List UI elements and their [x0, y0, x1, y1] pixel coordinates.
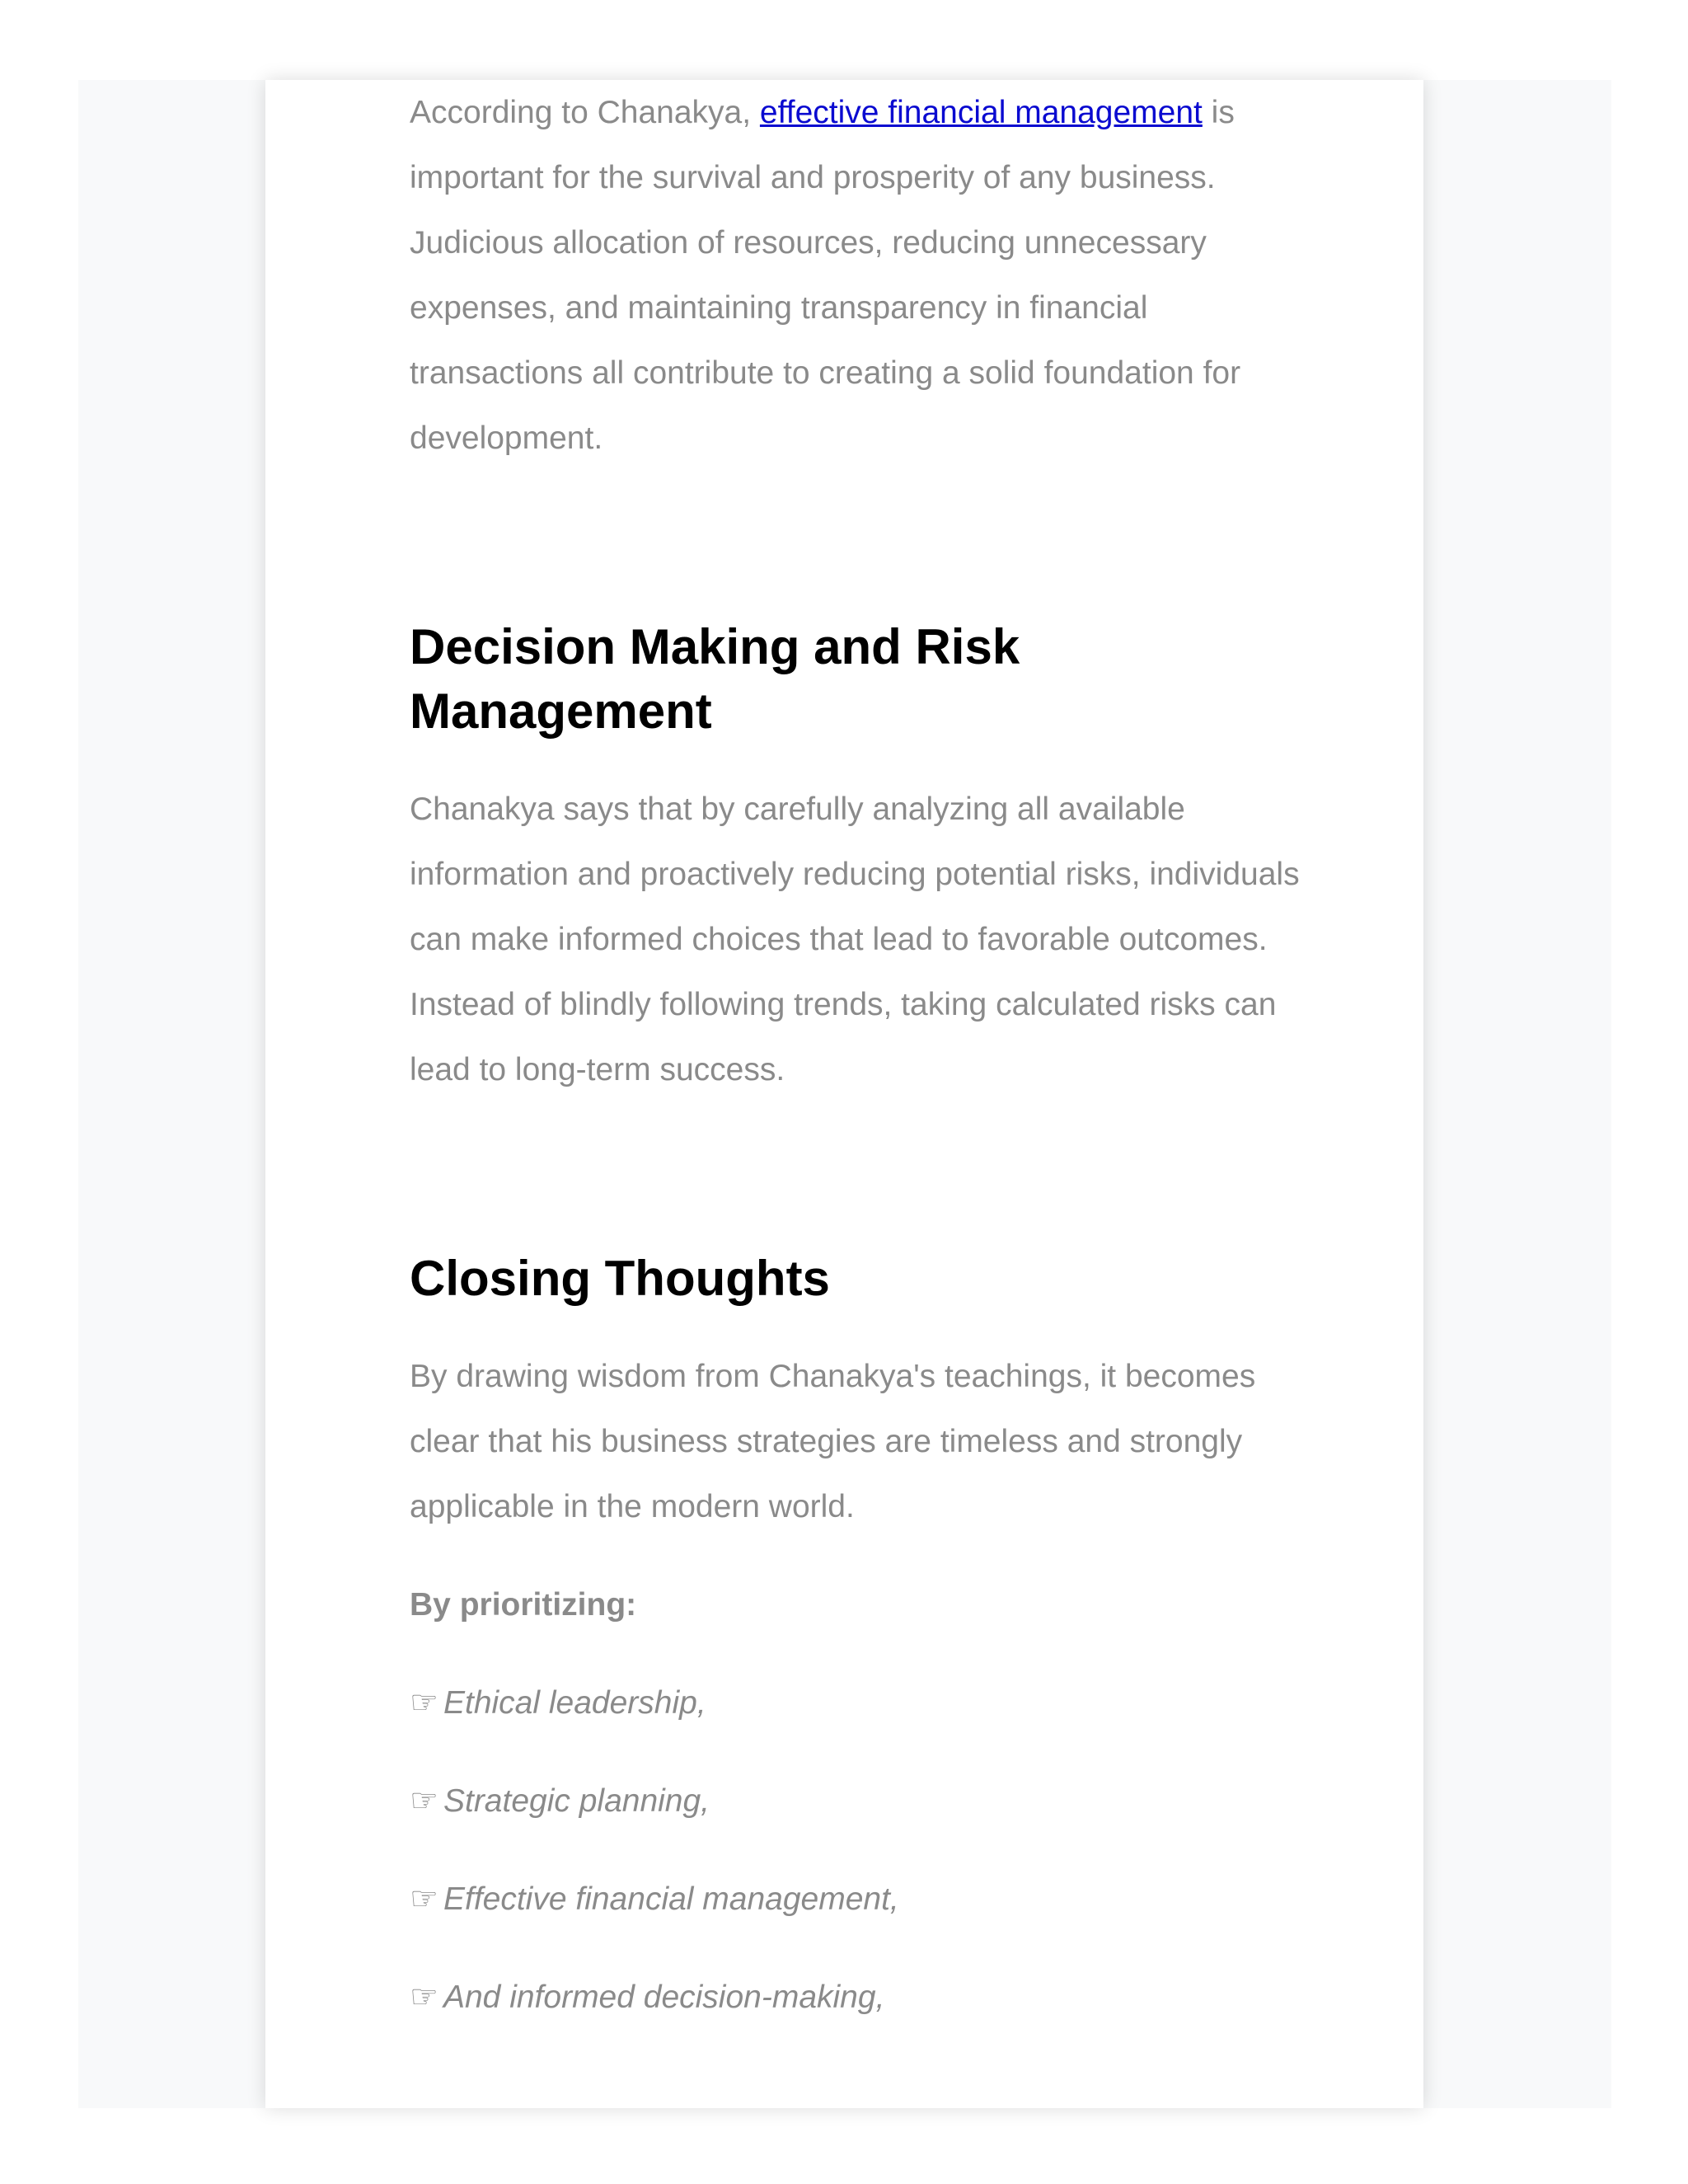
article-content: [410, 80, 1308, 2063]
list-item-text: Strategic planning,: [443, 1783, 710, 1819]
pointing-hand-icon: ☞: [410, 1980, 438, 2015]
list-item: [410, 1965, 1308, 2030]
prioritizing-label: By prioritizing:: [410, 1587, 637, 1623]
intro-text-after-link: is important for the survival and prosperity of any business. Judicious allocation of resources, reducing unnecessary expenses, and maintaining transparency in financial transactions all contribute to creating a solid foundation for development.: [410, 95, 1241, 456]
decision-making-paragraph: Chanakya says that by carefully analyzing all available information and proactively reducing potential risks, individuals can make informed choices that lead to favorable outcomes. Instead of blindly following trends, taking calculated risks can lead to long-term success.: [410, 791, 1300, 1087]
list-item-text: Ethical leadership,: [443, 1685, 706, 1721]
financial-management-link[interactable]: effective financial management: [759, 95, 1203, 130]
list-item: [410, 1867, 1308, 1932]
closing-thoughts-heading: Closing Thoughts: [410, 1251, 830, 1306]
decision-making-heading: Decision Making and Risk Management: [410, 619, 1020, 739]
article-card: [265, 80, 1423, 2108]
list-item: [410, 1768, 1308, 1834]
pointing-hand-icon: ☞: [410, 1881, 438, 1917]
priority-list: [410, 1670, 1308, 2030]
list-item-text: And informed decision-making,: [443, 1980, 885, 2015]
list-item: [410, 1670, 1308, 1735]
pointing-hand-icon: ☞: [410, 1783, 438, 1819]
list-item-text: Effective financial management,: [443, 1881, 899, 1917]
pointing-hand-icon: ☞: [410, 1685, 438, 1721]
intro-text-before-link: According to Chanakya,: [410, 95, 760, 130]
closing-thoughts-paragraph: By drawing wisdom from Chanakya's teachings, it becomes clear that his business strategies are timeless and strongly applicable in the modern world.: [410, 1359, 1256, 1524]
intro-paragraph: [410, 80, 1308, 471]
